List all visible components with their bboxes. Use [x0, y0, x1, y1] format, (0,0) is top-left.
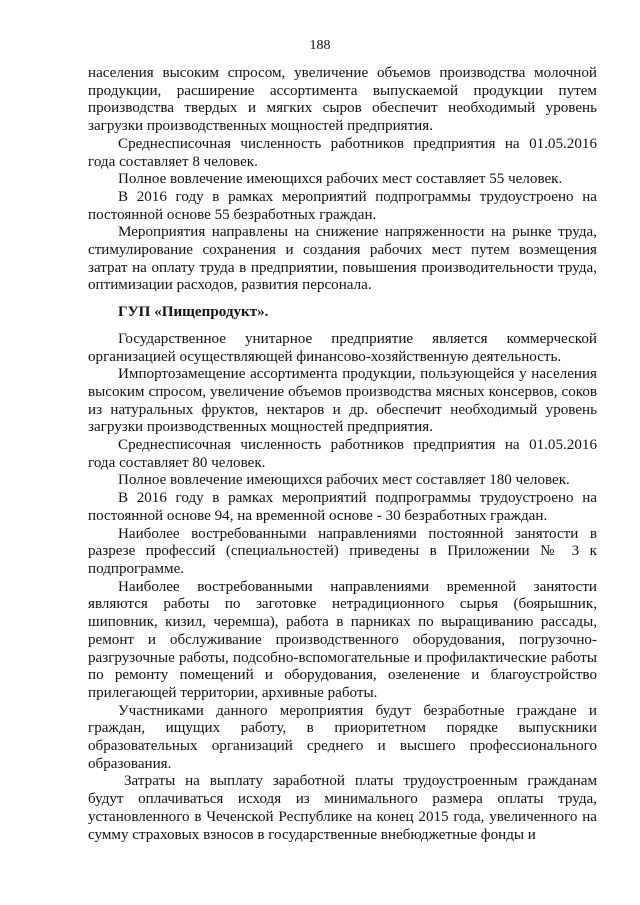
paragraph-dairy-production: населения высоким спросом, увеличение объемов производства молочной продукции, расширение ассортимента выпускаемой продукции путем производства твердых и мягких сыров обеспечит необходимый уровень загрузки производственных мощностей предприятия.: [88, 65, 597, 135]
paragraph-temporary-employment: Наиболее востребованными направлениями временной занятости являются работы по заготовке нетрадиционного сырья (боярышник, шиповник, кизил, черемша), работа в парниках по выращиванию рассады, ремонт и обслуживание производственного оборудования, погрузочно-разгрузочные работы, подсобно-вспомогательные и профилактические работы по ремонту помещений и оборудования, озеленение и благоустройство прилегающей территории, архивные работы.: [88, 578, 597, 701]
paragraph-headcount-2: Среднесписочная численность работников предприятия на 01.05.2016 года составляет 80 человек.: [88, 437, 597, 471]
paragraph-jobs-1: Полное вовлечение имеющихся рабочих мест составляет 55 человек.: [118, 171, 563, 188]
paragraph-import-substitution: Импортозамещение ассортимента продукции, пользующейся у населения высоким спросом, увеличение объемов производства мясных консервов, соков из натуральных фруктов, нектаров и др. обеспечит необходимый уровень загрузки производственных мощностей предприятия.: [88, 366, 597, 436]
paragraph-measures: Мероприятия направлены на снижение напряженности на рынке труда, стимулирование сохранения и создания рабочих мест путем возмещения затрат на оплату труда в предприятии, повышения производительности труда, оптимизации расходов, развития персонала.: [88, 224, 597, 294]
paragraph-participants: Участниками данного мероприятия будут безработные граждане и граждан, ищущих работу, в приоритетном порядке выпускники образовательных организаций среднего и высшего профессионального образования.: [88, 702, 597, 772]
paragraph-wage-costs: Затраты на выплату заработной платы трудоустроенным гражданам будут оплачиваться исходя из минимального размера оплаты труда, установленного в Чеченской Республике на конец 2015 года, увеличенного на сумму страховых взносов в государственные внебюджетные фонды и: [88, 773, 597, 843]
paragraph-enterprise-type: Государственное унитарное предприятие является коммерческой организацией осуществляющей финансово-хозяйственную деятельность.: [88, 330, 597, 365]
paragraph-jobs-2: Полное вовлечение имеющихся рабочих мест составляет 180 человек.: [118, 472, 570, 489]
page-number: 188: [309, 38, 331, 53]
paragraph-employed-2: В 2016 году в рамках мероприятий подпрограммы трудоустроено на постоянной основе 94, на временной основе - 30 безработных граждан.: [88, 490, 597, 524]
paragraph-employed-1: В 2016 году в рамках мероприятий подпрограммы трудоустроено на постоянной основе 55 безработных граждан.: [88, 188, 597, 223]
document-body: [88, 65, 597, 844]
paragraph-headcount-1: Среднесписочная численность работников предприятия на 01.05.2016 года составляет 8 человек.: [88, 135, 597, 170]
section-heading: ГУП «Пищепродукт».: [118, 304, 269, 321]
paragraph-permanent-employment: Наиболее востребованными направлениями постоянной занятости в разрезе профессий (специальностей) приведены в Приложении № 3 к подпрограмме.: [88, 525, 597, 577]
